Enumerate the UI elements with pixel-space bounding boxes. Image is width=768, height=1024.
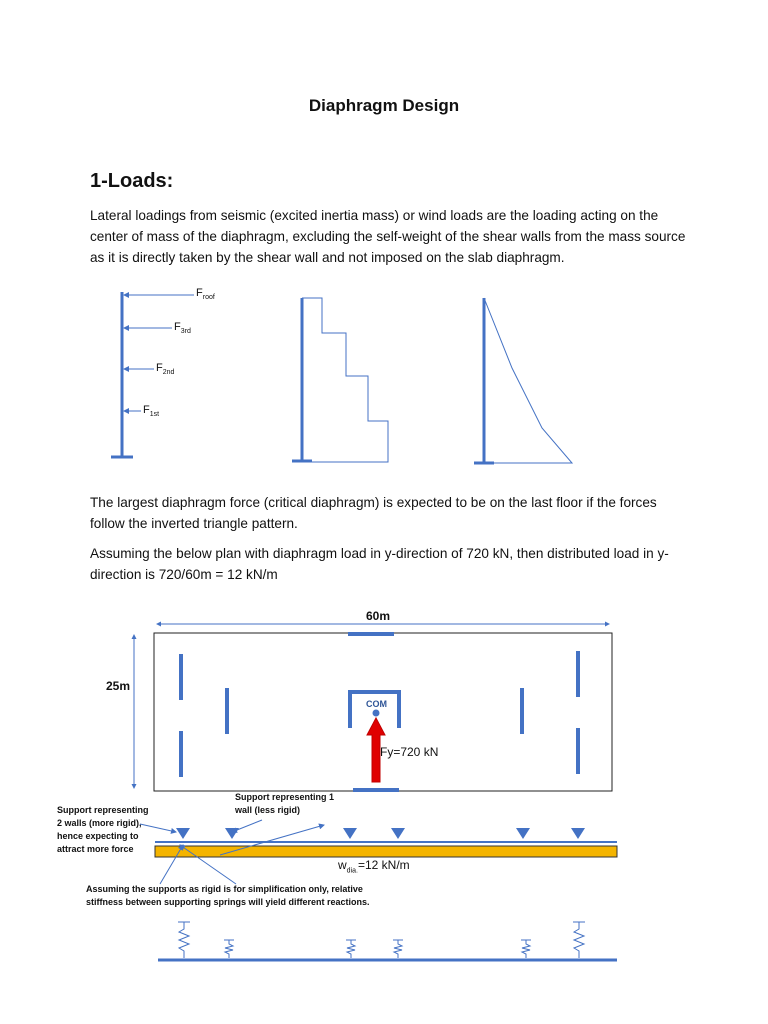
support-3 [343, 828, 357, 839]
triangle-profile-diagram [474, 298, 572, 463]
stepped-profile-diagram [292, 298, 388, 462]
force-fy-label: Fy=720 kN [380, 745, 439, 759]
section-heading: 1-Loads: [90, 170, 174, 192]
spring-4 [393, 940, 403, 958]
distributed-load-beam [140, 820, 617, 884]
force-1st-label: $F_{1st}$ [143, 404, 160, 419]
spring-supports [158, 922, 617, 960]
spring-5 [521, 940, 531, 958]
spring-6 [573, 922, 585, 958]
page-title: Diaphragm Design [308, 96, 460, 115]
force-roof-label: $F_{roof}$ [196, 287, 215, 302]
spring-2 [224, 940, 234, 958]
storey-force-diagram [111, 292, 194, 457]
spring-3 [346, 940, 356, 958]
distributed-load-label: $w_{dia.}=12$ kN/m [338, 858, 410, 875]
paragraph-loads: Lateral loadings from seismic (excited inertia mass) or wind loads are the loading acting on the center of mass of the diaphragm, excluding the self-weight of the shear walls from the mass source as it is directly taken by the shear wall and not imposed on the slab diaphragm. [90, 208, 686, 265]
support-5 [516, 828, 530, 839]
force-fy-arrow [367, 718, 385, 782]
com-label: COM [366, 699, 387, 709]
floor-plan [134, 624, 612, 792]
plan-height-label: 25m [106, 679, 131, 693]
note-two-walls: Support representing 2 walls (more rigid), hence expecting to attract more force [57, 805, 149, 854]
paragraph-critical: The largest diaphragm force (critical diaphragm) is expected to be on the last floor if the forces follow the inverted triangle pattern. [90, 495, 657, 531]
note-rigid-supports: Assuming the supports as rigid is for simplification only, relative stiffness between supporting springs will yield different reactions. [86, 884, 370, 907]
support-4 [391, 828, 405, 839]
plan-width-label: 60m [366, 609, 391, 623]
spring-1 [178, 922, 190, 958]
support-6 [571, 828, 585, 839]
support-1 [176, 828, 190, 839]
force-2nd-label: $F_{2nd}$ [156, 362, 175, 377]
paragraph-assumption: Assuming the below plan with diaphragm load in y-direction of 720 kN, then distributed load in y-direction is 720/60m = 12 kN/m [90, 546, 669, 582]
force-3rd-label: $F_{3rd}$ [174, 321, 191, 336]
note-one-wall: Support representing 1 wall (less rigid) [235, 792, 335, 815]
